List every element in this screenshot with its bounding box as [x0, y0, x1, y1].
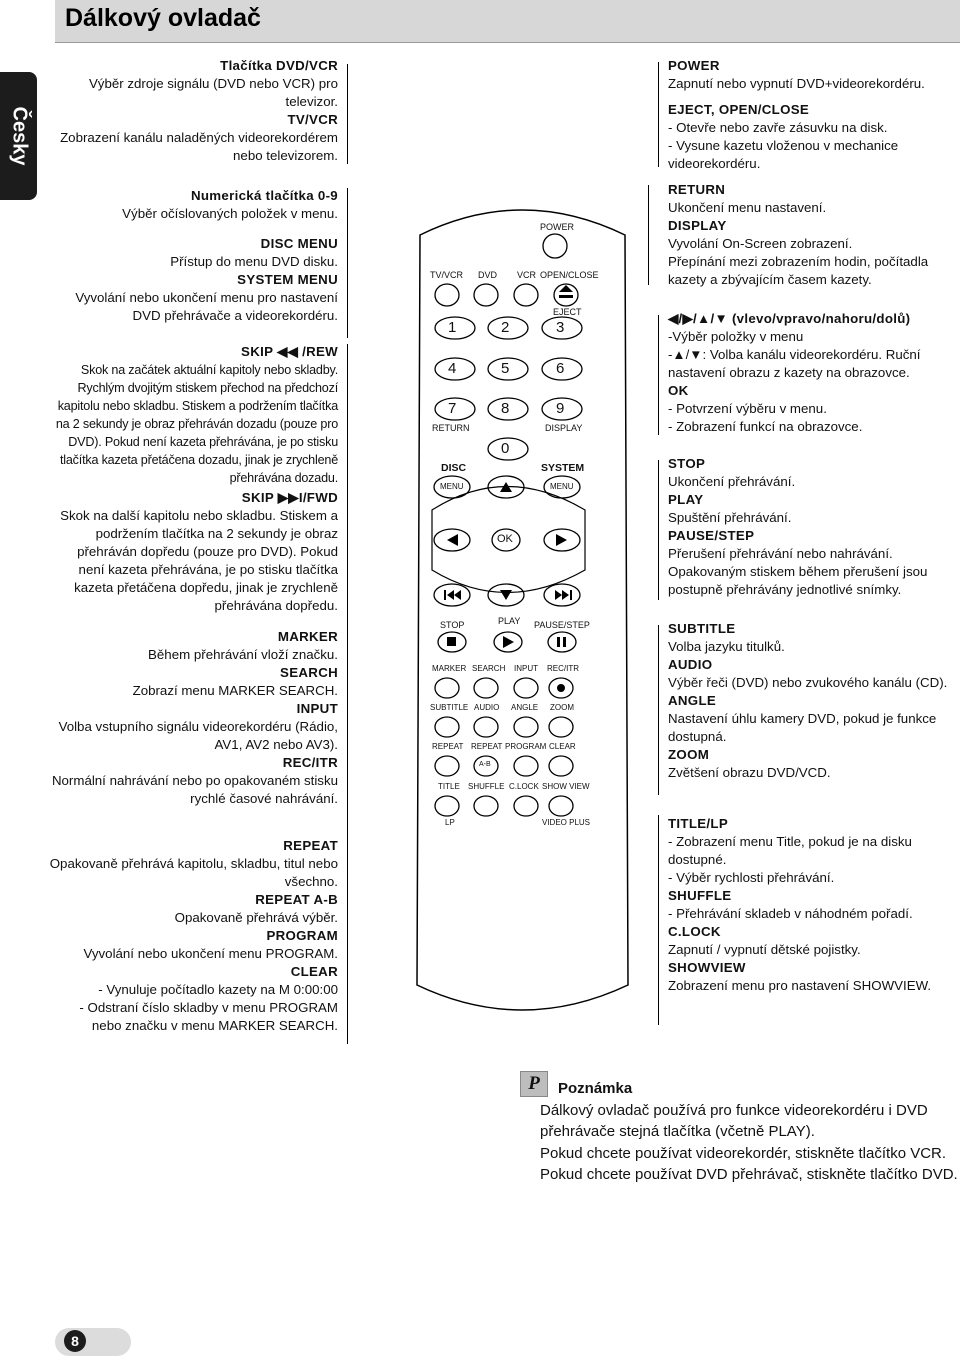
- desc-text: Zvětšení obrazu DVD/VCD.: [668, 765, 831, 780]
- desc-text: Zobrazení menu pro nastavení SHOWVIEW.: [668, 978, 932, 993]
- desc-text: Vyvolání nebo ukončení menu pro nastavení DVD přehrávače a videorekordéru.: [75, 290, 338, 323]
- desc-dvd-vcr: [48, 57, 338, 165]
- num-2[interactable]: 2: [501, 319, 510, 336]
- desc-title: PROGRAM: [266, 928, 338, 943]
- display-label: DISPLAY: [545, 423, 583, 433]
- note-line: Dálkový ovladač používá pro funkce videorekordéru i DVD přehrávače stejná tlačítka (včetně PLAY).: [540, 1101, 928, 1140]
- clear-label: CLEAR: [549, 742, 576, 751]
- desc-title: Tlačítka DVD/VCR: [220, 58, 338, 73]
- system-menu-button[interactable]: MENU: [550, 482, 574, 491]
- num-3[interactable]: 3: [556, 319, 565, 336]
- desc-text: - Výběr rychlosti přehrávání.: [668, 870, 835, 885]
- page-title: Dálkový ovladač: [65, 4, 261, 32]
- desc-text: Ukončení přehrávání.: [668, 474, 796, 489]
- title-label: TITLE: [438, 782, 460, 791]
- guide-line: [658, 460, 659, 600]
- page-number: 8: [64, 1330, 86, 1352]
- repeat-ab-label: REPEAT: [471, 742, 503, 751]
- note-icon: P: [520, 1071, 548, 1097]
- desc-power: [668, 57, 958, 173]
- desc-text: Normální nahrávání nebo po opakovaném stisku rychlé časové nahrávání.: [51, 773, 338, 806]
- desc-disc-menu: [48, 235, 338, 325]
- desc-text: Zapnutí nebo vypnutí DVD+videorekordéru.: [668, 76, 925, 91]
- clock-label: C.LOCK: [509, 782, 539, 791]
- guide-line: [347, 188, 348, 338]
- desc-title: PLAY: [668, 492, 704, 507]
- desc-title: ◀/▶/▲/▼ (vlevo/vpravo/nahoru/dolů): [668, 311, 911, 326]
- desc-repeat: [48, 837, 338, 1035]
- language-tab: [0, 72, 37, 200]
- desc-skip-fwd: [48, 489, 338, 615]
- num-5[interactable]: 5: [501, 360, 510, 377]
- guide-line: [658, 315, 659, 435]
- page-number-badge: [55, 1328, 131, 1356]
- desc-title-lp: [668, 815, 958, 995]
- angle-label: ANGLE: [511, 703, 539, 712]
- desc-title: TITLE/LP: [668, 816, 729, 831]
- power-label: POWER: [540, 222, 575, 232]
- desc-text: - Zobrazení funkcí na obrazovce.: [668, 419, 863, 434]
- desc-text: Zapnutí / vypnutí dětské pojistky.: [668, 942, 861, 957]
- remote-body-outline: [410, 195, 635, 1025]
- ab-button[interactable]: A-B: [479, 761, 491, 768]
- desc-stop: [668, 455, 958, 599]
- guide-line: [347, 344, 348, 1044]
- desc-text: - Přehrávání skladeb v náhodném pořadí.: [668, 906, 913, 921]
- guide-line: [658, 62, 659, 167]
- desc-title: SKIP ◀◀ /REW: [241, 344, 338, 359]
- play-label: PLAY: [498, 616, 521, 626]
- search-label: SEARCH: [472, 664, 506, 673]
- return-label: RETURN: [432, 423, 470, 433]
- page-header: [55, 0, 960, 43]
- desc-text: Zobrazení kanálu naladěných videorekordérem nebo televizorem.: [60, 130, 338, 163]
- desc-text: Volba vstupního signálu videorekordéru (Rádio, AV1, AV2 nebo AV3).: [58, 719, 338, 752]
- desc-title: PAUSE/STEP: [668, 528, 755, 543]
- videoplus-label: VIDEO PLUS: [542, 818, 591, 827]
- desc-text: Výběr zdroje signálu (DVD nebo VCR) pro televizor.: [88, 76, 338, 109]
- remote-control: [410, 195, 635, 1025]
- desc-title: C.LOCK: [668, 924, 721, 939]
- desc-title: DISC MENU: [260, 236, 338, 251]
- repeat-label: REPEAT: [432, 742, 464, 751]
- desc-text: -Výběr položky v menu: [668, 329, 804, 344]
- desc-title: POWER: [668, 58, 720, 73]
- desc-title: REPEAT A-B: [255, 892, 338, 907]
- desc-text: - Zobrazení menu Title, pokud je na disku dostupné.: [668, 834, 912, 867]
- guide-line: [347, 64, 348, 164]
- desc-text: Výběr očíslovaných položek v menu.: [122, 206, 338, 221]
- guide-line: [658, 815, 659, 1025]
- note-title: Poznámka: [558, 1080, 633, 1097]
- dvd-label: DVD: [478, 270, 498, 280]
- desc-text: - Vynuluje počítadlo kazety na M 0:00:00: [98, 982, 338, 997]
- num-8[interactable]: 8: [501, 400, 510, 417]
- desc-text: Výběr řeči (DVD) nebo zvukového kanálu (CD).: [668, 675, 948, 690]
- guide-line: [648, 185, 649, 285]
- desc-title: ANGLE: [668, 693, 717, 708]
- num-7[interactable]: 7: [448, 400, 457, 417]
- desc-marker: [48, 628, 338, 808]
- desc-text: Opakovaně přehrává výběr.: [174, 910, 338, 925]
- desc-title: TV/VCR: [287, 112, 338, 127]
- shuffle-label: SHUFFLE: [468, 782, 505, 791]
- desc-subtitle: [668, 620, 958, 782]
- openclose-label: OPEN/CLOSE: [540, 270, 599, 280]
- input-label: INPUT: [514, 664, 538, 673]
- num-4[interactable]: 4: [448, 360, 457, 377]
- stop-label: STOP: [440, 620, 465, 630]
- desc-text: Zobrazí menu MARKER SEARCH.: [132, 683, 338, 698]
- num-1[interactable]: 1: [448, 319, 457, 336]
- desc-title: OK: [668, 383, 689, 398]
- desc-text: Během přehrávání vloží značku.: [148, 647, 338, 662]
- ok-button[interactable]: OK: [497, 533, 513, 545]
- desc-title: RETURN: [668, 182, 726, 197]
- desc-return: [668, 181, 958, 289]
- num-9[interactable]: 9: [556, 400, 565, 417]
- pausestep-label: PAUSE/STEP: [534, 620, 590, 630]
- desc-title: DISPLAY: [668, 218, 727, 233]
- desc-title: SHUFFLE: [668, 888, 732, 903]
- desc-title: SUBTITLE: [668, 621, 736, 636]
- desc-text: Skok na začátek aktuální kapitoly nebo skladby.: [80, 363, 338, 377]
- desc-title: REPEAT: [283, 838, 338, 853]
- desc-text: Spuštění přehrávání.: [668, 510, 792, 525]
- desc-text: -▲/▼: Volba kanálu videorekordéru. Ruční nastavení obrazu z kazety na obrazovce.: [668, 347, 921, 380]
- desc-title: INPUT: [296, 701, 338, 716]
- desc-text: Skok na další kapitolu nebo skladbu. Stiskem a podržením tlačítka na 2 sekundy je obraz přehráván dopředu (pouze pro DVD). Pokud není kazeta přehrávána, je po stisku tlačítka kazeta přetáčena dopředu, jinak je zrychleně přehrávána dopředu.: [60, 508, 338, 613]
- desc-text: - Vysune kazetu vloženou v mechanice videorekordéru.: [668, 138, 899, 171]
- num-0[interactable]: 0: [501, 440, 510, 457]
- disc-menu-button[interactable]: MENU: [440, 482, 464, 491]
- desc-title: SKIP ▶▶I/FWD: [241, 490, 338, 505]
- desc-text: Přepínání mezi zobrazením hodin, počítadla kazety a zbývajícím časem kazety.: [668, 254, 929, 287]
- desc-title: ZOOM: [668, 747, 710, 762]
- guide-line: [658, 625, 659, 795]
- note-line: Pokud chcete používat videorekordér, stiskněte tlačítko VCR.: [540, 1144, 947, 1162]
- desc-numeric: [48, 187, 338, 223]
- desc-skip-rew: [48, 343, 338, 487]
- desc-text: - Otevře nebo zavře zásuvku na disk.: [668, 120, 888, 135]
- desc-text: Volba jazyku titulků.: [668, 639, 785, 654]
- desc-text: - Odstraní číslo skladby v menu PROGRAM nebo značku v menu MARKER SEARCH.: [79, 1000, 338, 1033]
- desc-text: Přerušení přehrávání nebo nahrávání.: [668, 546, 893, 561]
- audio-label: AUDIO: [474, 703, 500, 712]
- desc-arrows: [668, 310, 958, 436]
- desc-title: CLEAR: [290, 964, 338, 979]
- desc-text: Ukončení menu nastavení.: [668, 200, 827, 215]
- program-label: PROGRAM: [505, 742, 547, 751]
- eject-label: EJECT: [553, 307, 582, 317]
- desc-text: Vyvolání nebo ukončení menu PROGRAM.: [83, 946, 338, 961]
- desc-text: Vyvolání On-Screen zobrazení.: [668, 236, 853, 251]
- language-label: Česky: [8, 106, 30, 166]
- desc-text: Opakovaně přehrává kapitolu, skladbu, titul nebo všechno.: [49, 856, 338, 889]
- system-label: SYSTEM: [541, 462, 585, 474]
- desc-title: SHOWVIEW: [668, 960, 746, 975]
- zoom-label: ZOOM: [550, 703, 574, 712]
- desc-title: SYSTEM MENU: [237, 272, 338, 287]
- subtitle-label: SUBTITLE: [430, 703, 469, 712]
- desc-text: - Potvrzení výběru v menu.: [668, 401, 827, 416]
- note-box: [540, 1078, 960, 1186]
- showview-label: SHOW VIEW: [542, 782, 590, 791]
- right-descriptions: [668, 57, 958, 1027]
- disc-label: DISC: [441, 462, 467, 474]
- desc-title: EJECT, OPEN/CLOSE: [668, 102, 810, 117]
- desc-title: STOP: [668, 456, 706, 471]
- recitr-label: REC/ITR: [547, 664, 579, 673]
- desc-text: Opakovaným stiskem během přerušení jsou postupně přehrávány jednotlivé snímky.: [668, 564, 928, 597]
- desc-text: Nastavení úhlu kamery DVD, pokud je funkce dostupná.: [668, 711, 937, 744]
- desc-title: SEARCH: [280, 665, 338, 680]
- desc-title: AUDIO: [668, 657, 713, 672]
- desc-title: MARKER: [277, 629, 338, 644]
- desc-title: REC/ITR: [282, 755, 338, 770]
- num-6[interactable]: 6: [556, 360, 565, 377]
- left-descriptions: [49, 57, 338, 1047]
- desc-text: Rychlým dvojitým stiskem přechod na předchozí kapitolu nebo skladbu. Stiskem a podržením tlačítka na 2 sekundy je obraz přehráván dozadu (pouze pro DVD). Pokud není kazeta přehrávána, je po stisku tlačítka kazeta přetáčena dozadu, jinak je zrychleně přehrávána dozadu.: [55, 381, 338, 485]
- note-line: Pokud chcete používat DVD přehrávač, stiskněte tlačítko DVD.: [540, 1166, 958, 1183]
- desc-text: Přístup do menu DVD disku.: [170, 254, 338, 269]
- desc-title: Numerická tlačítka 0-9: [190, 188, 338, 203]
- vcr-label: VCR: [517, 270, 537, 280]
- tvvcr-label: TV/VCR: [430, 270, 464, 280]
- lp-label: LP: [445, 818, 455, 827]
- marker-label: MARKER: [432, 664, 467, 673]
